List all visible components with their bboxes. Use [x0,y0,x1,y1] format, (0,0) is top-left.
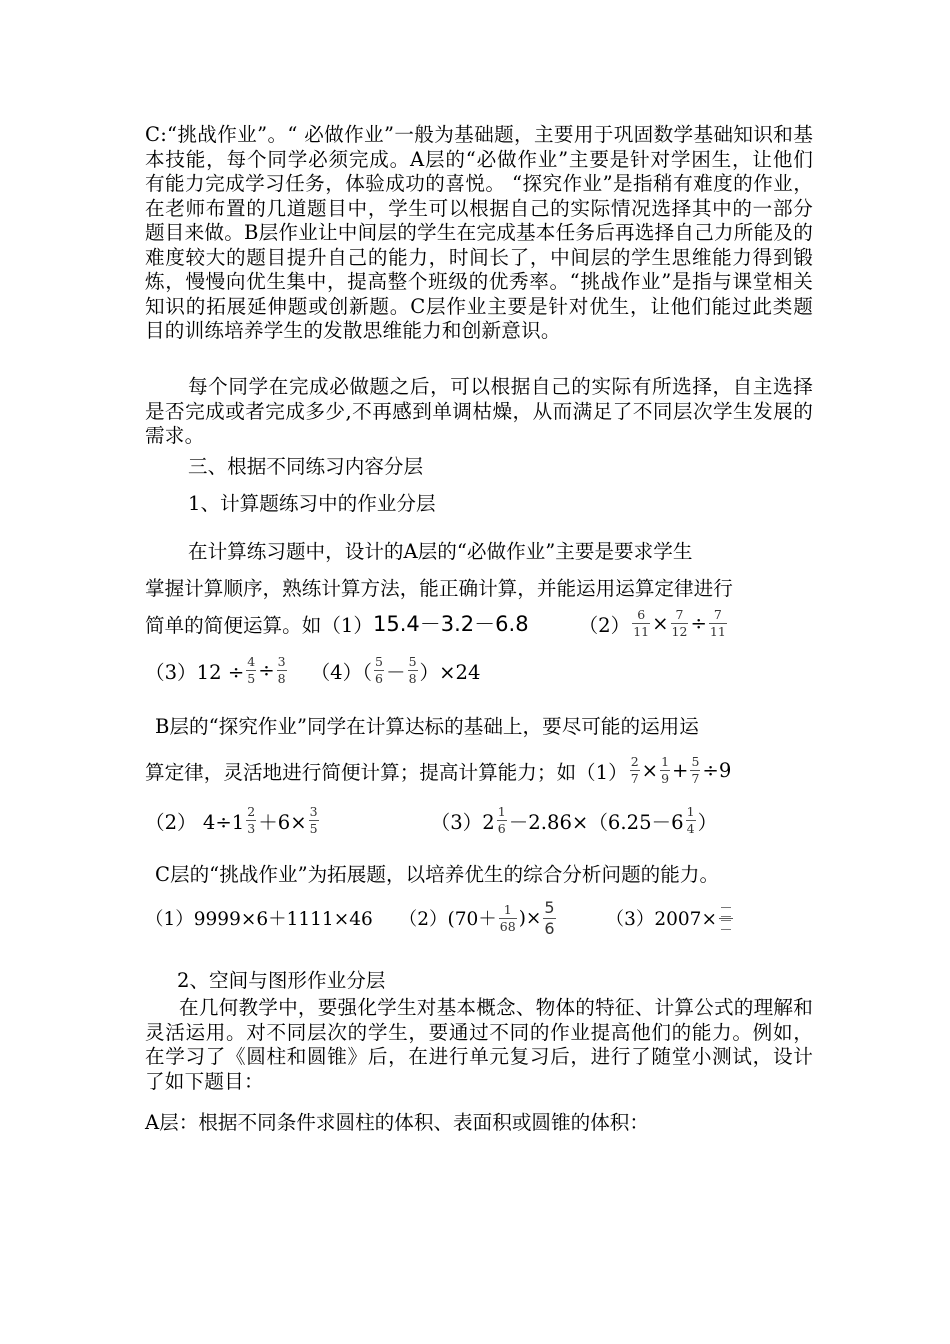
subheading-calculation: 1、计算题练习中的作业分层 [188,492,436,515]
subheading-geometry: 2、空间与图形作业分层 [177,969,386,992]
fraction: $\frac{3}{5}$ [309,803,318,836]
a-layer-examples-line-2: （3）12 ÷ $\frac{4}{5}$ ÷ $\frac{3}{8}$ （4）（ $\frac{5}{6}$ － $\frac{5}{8}$ ）×24 [145,653,481,686]
fraction: $\frac{4}{5}$ [247,653,256,686]
calc-paragraph-line-1: 在计算练习题中，设计的A层的“必做作业”主要是要求学生 [188,540,693,563]
geometry-paragraph: 在几何教学中，要强化学生对基本概念、物体的特征、计算公式的理解和灵活运用。对不同层次的学生，要通过不同的作业提高他们的能力。例如，在学习了《圆柱和圆锥》后，在进行单元复习后，进行了随堂小测试，设计了如下题目： [145,996,813,1093]
a-layer-examples-line-1: 简单的简便运算。如（1） 15.4－3.2－6.8 （2） $\frac{6}{11}$ × $\frac{7}{12}$ ÷ $\frac{7}{11}$ [145,606,726,639]
a-problem-4-tail: ）×24 [419,660,481,684]
section-heading-3: 三、根据不同练习内容分层 [188,455,424,478]
a-layer-geometry-task: A层：根据不同条件求圆柱的体积、表面积或圆锥的体积： [145,1111,649,1134]
b-layer-line-2: 算定律，灵活地进行简便计算；提高计算能力；如（1） $\frac{2}{7}$ × $\frac{1}{9}$ + $\frac{5}{7}$ ÷9 [145,753,732,786]
b-problem-1-tail: ÷9 [702,758,732,782]
calc-paragraph-line-3: 简单的简便运算。如（1） [145,613,373,637]
b-layer-line-2-text: 算定律，灵活地进行简便计算；提高计算能力；如（1） [145,760,628,784]
fraction: $\frac{6}{11}$ [633,606,650,639]
a-problem-4-label: （4）（ [310,660,373,684]
fraction: $\frac{5}{8}$ [408,653,417,686]
fraction: $\frac{5}{6}$ [375,653,383,686]
fraction: $\frac{1}{4}$ [686,803,695,836]
fraction: $\frac{1}{9}$ [661,753,670,786]
b-problem-3-mid: －2.86×（6.25－6 [508,810,684,834]
a-problem-3-label: （3）12 ÷ [145,660,245,684]
b-problem-2-mid: ＋6× [258,810,307,834]
unreadable-fraction-glyph [719,907,733,930]
b-layer-line-3 [145,800,717,840]
c-layer-line: C层的“挑战作业”为拓展题，以培养优生的综合分析问题的能力。 [155,863,720,886]
fraction: $\frac{1}{6}$ [497,803,506,836]
c-problem-3-label: （3）2007× [605,909,717,930]
b-problem-3-tail: ） [697,810,718,834]
c-problem-1: （1）9999×6＋1111×46 [145,909,373,930]
b-layer-line-1: B层的“探究作业”同学在计算达标的基础上，要尽可能的运用运 [155,715,699,738]
fraction: $\frac{1}{68}$ [499,901,516,934]
fraction: $\frac{7}{11}$ [709,606,726,639]
fraction: $\frac{5}{7}$ [691,753,700,786]
a-problem-1: 15.4－3.2－6.8 [373,612,529,636]
a-problem-2-label: （2） [578,613,631,637]
fraction: $\frac{3}{8}$ [277,653,286,686]
c-problem-2-label: （2）(70＋ [398,909,497,930]
fraction: $\frac{2}{3}$ [247,803,256,836]
paragraph-homework-types: C:“挑战作业”。“ 必做作业”一般为基础题，主要用于巩固数学基础知识和基本技能，每个同学必须完成。A层的“必做作业”主要是针对学困生，让他们有能力完成学习任务，体验成功的喜悦。 “探究作业”是指稍有难度的作业，在老师布置的几道题目中，学生可以根据自己的实际情况选择其中的一部分题目来做。B层作业让中间层的学生在完成基本任务后再选择自己力所能及的难度较大的题目提升自己的能力，时间长了，中间层的学生思维能力得到锻炼，慢慢向优生集中，提高整个班级的优秀率。“挑战作业”是指与课堂相关知识的拓展延伸题或创新题。C层作业主要是针对优生，让他们能过此类题目的训练培养学生的发散思维能力和创新意识。 [145,123,813,342]
paragraph-choice: 每个同学在完成必做题之后，可以根据自己的实际有所选择，自主选择是否完成或者完成多少,不再感到单调枯燥，从而满足了不同层次学生发展的需求。 [145,375,813,447]
b-problem-3-label: （3）2 [430,810,495,834]
fraction: $\frac{7}{12}$ [671,606,688,639]
c-problem-2-mid: )× [518,907,542,929]
c-layer-examples [145,898,733,938]
b-problem-2-label: （2） 4÷1 [145,810,245,834]
fraction: $\frac{5}{6}$ [544,897,555,938]
fraction: $\frac{2}{7}$ [630,753,639,786]
calc-paragraph-line-2: 掌握计算顺序，熟练计算方法，能正确计算，并能运用运算定律进行 [145,577,733,600]
